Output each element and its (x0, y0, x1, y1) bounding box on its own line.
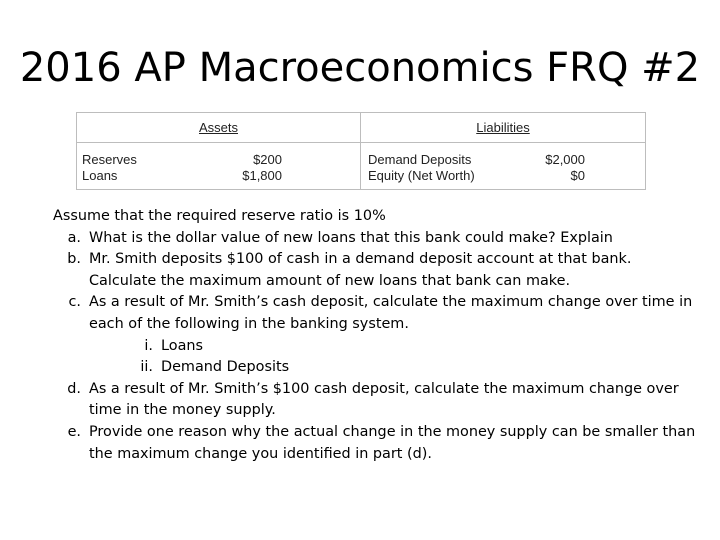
sub-item-i (89, 336, 703, 358)
sub-item-marker: ii. (140, 359, 153, 376)
question-item-a (53, 228, 703, 250)
item-text: As a result of Mr. Smith’s $100 cash deposit, calculate the maximum change over time in the money supply. (89, 380, 679, 419)
asset-values: $200 $1,800 (242, 152, 282, 183)
liability-values: $2,000 $0 (545, 152, 585, 183)
question-text (53, 206, 703, 465)
question-list (53, 228, 703, 466)
sub-item-ii (89, 357, 703, 379)
sub-item-text: Loans (161, 337, 204, 354)
sub-item-marker: i. (144, 337, 153, 354)
item-marker: c. (68, 294, 81, 311)
item-marker: d. (67, 380, 81, 397)
asset-labels: Reserves Loans (82, 152, 137, 183)
balance-sheet-table (76, 112, 646, 190)
question-item-d (53, 379, 703, 422)
question-sublist (89, 336, 703, 379)
liabilities-header: Liabilities (476, 120, 530, 135)
item-marker: e. (67, 423, 81, 440)
slide-title: 2016 AP Macroeconomics FRQ #2 (19, 45, 701, 91)
liability-labels: Demand Deposits Equity (Net Worth) (368, 152, 475, 183)
assets-header: Assets (198, 120, 238, 135)
question-intro: Assume that the required reserve ratio is 10% (53, 208, 386, 224)
sub-item-text: Demand Deposits (161, 359, 290, 376)
question-item-c (53, 292, 703, 378)
item-text: Mr. Smith deposits $100 of cash in a demand deposit account at that bank. Calculate the maximum amount of new loans that bank can make. (89, 251, 632, 289)
item-text: What is the dollar value of new loans that this bank could make? Explain (89, 229, 613, 246)
question-item-e (53, 422, 703, 465)
item-marker: b. (67, 251, 81, 268)
table-header-divider (77, 142, 645, 143)
item-marker: a. (67, 229, 81, 246)
question-item-b (53, 249, 703, 292)
item-text: Provide one reason why the actual change in the money supply can be smaller than the maximum change you identified in part (d). (89, 423, 696, 462)
item-text: As a result of Mr. Smith’s cash deposit, calculate the maximum change over time in each of the following in the banking system. (89, 294, 693, 332)
